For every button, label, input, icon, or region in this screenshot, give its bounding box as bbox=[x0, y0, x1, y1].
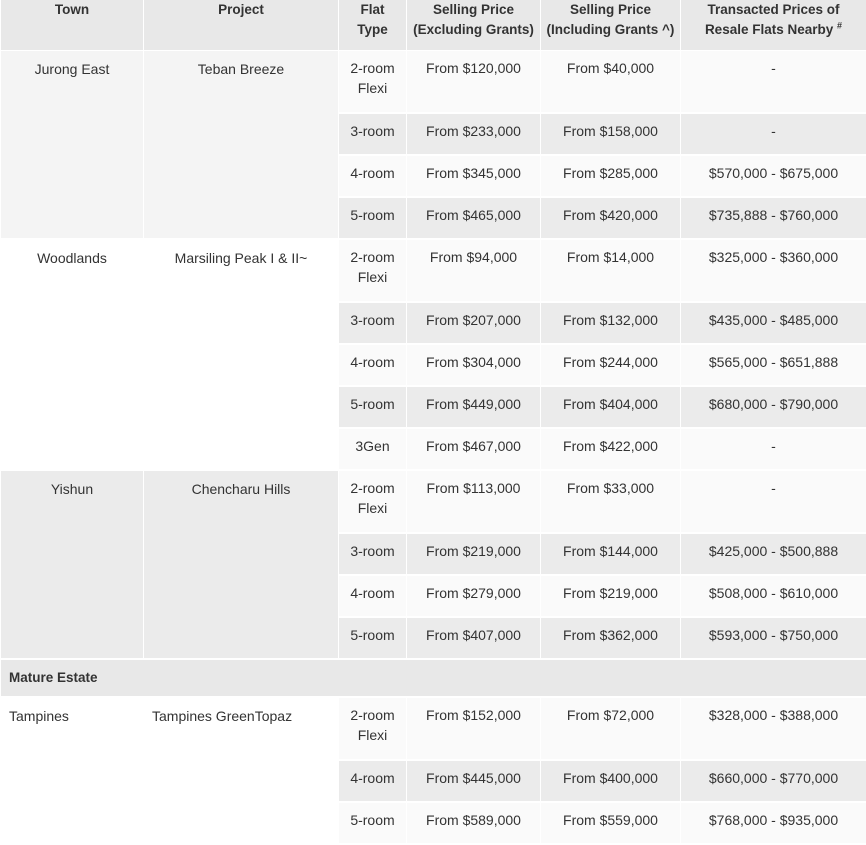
project-cell: Marsiling Peak I & II~ bbox=[144, 239, 339, 470]
header-price-including-grants: Selling Price (Including Grants ^) bbox=[541, 0, 681, 51]
price-incl-cell: From $422,000 bbox=[541, 428, 681, 470]
town-cell: Yishun bbox=[1, 470, 144, 659]
price-excl-cell: From $345,000 bbox=[407, 155, 541, 197]
flat-type-cell: 3Gen bbox=[339, 428, 407, 470]
flat-type-cell: 2-room Flexi bbox=[339, 470, 407, 533]
resale-price-cell: $768,000 - $935,000 bbox=[681, 802, 866, 844]
footnote-mark: # bbox=[837, 21, 842, 31]
section-title-mature-estate: Mature Estate bbox=[1, 659, 866, 697]
town-cell: Woodlands bbox=[1, 239, 144, 470]
price-excl-cell: From $589,000 bbox=[407, 802, 541, 844]
flat-type-cell: 3-room bbox=[339, 113, 407, 155]
flat-type-cell: 4-room bbox=[339, 760, 407, 802]
resale-price-cell: $328,000 - $388,000 bbox=[681, 697, 866, 760]
resale-price-cell: - bbox=[681, 51, 866, 114]
resale-price-cell: $508,000 - $610,000 bbox=[681, 575, 866, 617]
header-price-excluding-grants: Selling Price (Excluding Grants) bbox=[407, 0, 541, 51]
flat-type-cell: 5-room bbox=[339, 386, 407, 428]
price-excl-cell: From $113,000 bbox=[407, 470, 541, 533]
table-row bbox=[1, 239, 866, 302]
price-incl-cell: From $219,000 bbox=[541, 575, 681, 617]
price-excl-cell: From $467,000 bbox=[407, 428, 541, 470]
price-incl-cell: From $244,000 bbox=[541, 344, 681, 386]
price-incl-cell: From $40,000 bbox=[541, 51, 681, 114]
table-row bbox=[1, 51, 866, 114]
resale-price-cell: $435,000 - $485,000 bbox=[681, 302, 866, 344]
price-incl-cell: From $158,000 bbox=[541, 113, 681, 155]
price-excl-cell: From $445,000 bbox=[407, 760, 541, 802]
price-excl-cell: From $304,000 bbox=[407, 344, 541, 386]
resale-price-cell: $660,000 - $770,000 bbox=[681, 760, 866, 802]
price-excl-cell: From $152,000 bbox=[407, 697, 541, 760]
project-cell: Teban Breeze bbox=[144, 51, 339, 240]
header-project: Project bbox=[144, 0, 339, 51]
price-incl-cell: From $285,000 bbox=[541, 155, 681, 197]
price-excl-cell: From $120,000 bbox=[407, 51, 541, 114]
table-row bbox=[1, 697, 866, 760]
header-town: Town bbox=[1, 0, 144, 51]
price-incl-cell: From $14,000 bbox=[541, 239, 681, 302]
price-incl-cell: From $33,000 bbox=[541, 470, 681, 533]
flat-type-cell: 4-room bbox=[339, 575, 407, 617]
flat-type-cell: 4-room bbox=[339, 155, 407, 197]
flat-type-cell: 3-room bbox=[339, 302, 407, 344]
price-incl-cell: From $400,000 bbox=[541, 760, 681, 802]
flat-type-cell: 5-room bbox=[339, 197, 407, 239]
price-excl-cell: From $279,000 bbox=[407, 575, 541, 617]
table-header-row bbox=[1, 0, 866, 51]
price-excl-cell: From $94,000 bbox=[407, 239, 541, 302]
price-excl-cell: From $207,000 bbox=[407, 302, 541, 344]
price-excl-cell: From $407,000 bbox=[407, 617, 541, 659]
town-cell: Jurong East bbox=[1, 51, 144, 240]
price-incl-cell: From $144,000 bbox=[541, 533, 681, 575]
price-incl-cell: From $404,000 bbox=[541, 386, 681, 428]
price-excl-cell: From $465,000 bbox=[407, 197, 541, 239]
resale-price-cell: - bbox=[681, 470, 866, 533]
flat-type-cell: 2-room Flexi bbox=[339, 51, 407, 114]
resale-price-cell: - bbox=[681, 428, 866, 470]
town-cell: Tampines bbox=[1, 697, 144, 844]
table-row bbox=[1, 470, 866, 533]
price-excl-cell: From $219,000 bbox=[407, 533, 541, 575]
flat-type-cell: 5-room bbox=[339, 617, 407, 659]
price-excl-cell: From $449,000 bbox=[407, 386, 541, 428]
price-incl-cell: From $132,000 bbox=[541, 302, 681, 344]
price-excl-cell: From $233,000 bbox=[407, 113, 541, 155]
flat-type-cell: 3-room bbox=[339, 533, 407, 575]
price-incl-cell: From $420,000 bbox=[541, 197, 681, 239]
project-cell: Chencharu Hills bbox=[144, 470, 339, 659]
price-incl-cell: From $559,000 bbox=[541, 802, 681, 844]
resale-price-cell: $593,000 - $750,000 bbox=[681, 617, 866, 659]
resale-price-cell: $735,888 - $760,000 bbox=[681, 197, 866, 239]
resale-price-cell: $680,000 - $790,000 bbox=[681, 386, 866, 428]
resale-price-cell: $570,000 - $675,000 bbox=[681, 155, 866, 197]
resale-price-cell: $325,000 - $360,000 bbox=[681, 239, 866, 302]
header-resale-prices: Transacted Prices of Resale Flats Nearby # bbox=[681, 0, 866, 51]
section-row bbox=[1, 659, 866, 697]
flat-type-cell: 4-room bbox=[339, 344, 407, 386]
resale-price-cell: $565,000 - $651,888 bbox=[681, 344, 866, 386]
flat-type-cell: 2-room Flexi bbox=[339, 239, 407, 302]
flat-type-cell: 5-room bbox=[339, 802, 407, 844]
flat-type-cell: 2-room Flexi bbox=[339, 697, 407, 760]
project-cell: Tampines GreenTopaz bbox=[144, 697, 339, 844]
price-incl-cell: From $72,000 bbox=[541, 697, 681, 760]
resale-price-cell: $425,000 - $500,888 bbox=[681, 533, 866, 575]
resale-price-cell: - bbox=[681, 113, 866, 155]
header-flat-type: Flat Type bbox=[339, 0, 407, 51]
price-incl-cell: From $362,000 bbox=[541, 617, 681, 659]
